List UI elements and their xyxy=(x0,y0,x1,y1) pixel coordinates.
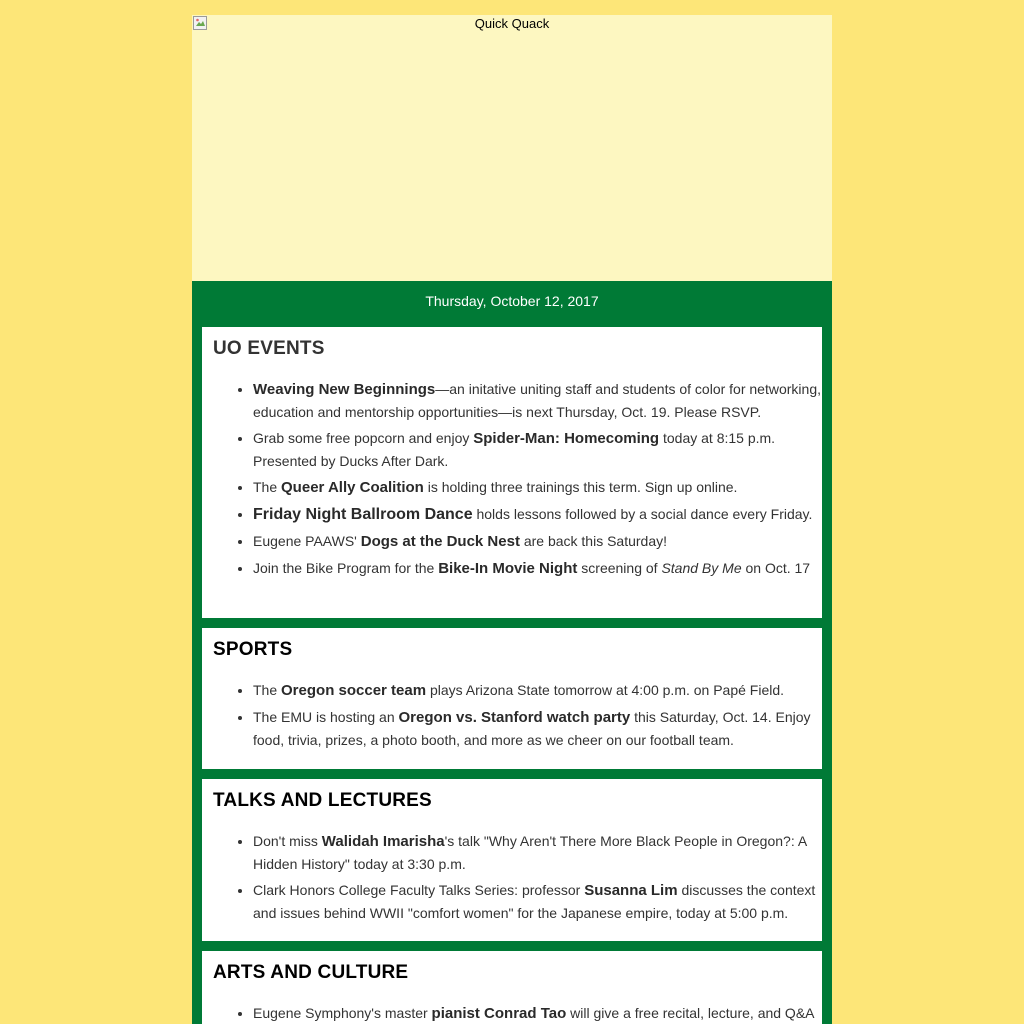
item-text: this Saturday, Oct. 14. Enjoy food, trivia, prizes, a photo booth, and more as we cheer on our football team. xyxy=(253,709,811,748)
event-link[interactable]: Oregon soccer team xyxy=(281,682,427,699)
section-title: UO EVENTS xyxy=(213,338,325,359)
list-item xyxy=(253,1002,822,1024)
content-frame xyxy=(192,281,832,1024)
section-title: ARTS AND CULTURE xyxy=(213,962,409,983)
issue-date: Thursday, October 12, 2017 xyxy=(425,293,599,309)
event-link[interactable]: Queer Ally Coalition xyxy=(281,479,424,496)
event-link[interactable]: Susanna Lim xyxy=(584,882,678,899)
event-link[interactable]: pianist Conrad Tao xyxy=(431,1005,567,1022)
item-text: The xyxy=(253,682,282,698)
item-text: discusses the context and issues behind WWII "comfort women" for the Japanese empire, today at 5:00 p.m. xyxy=(253,882,816,921)
item-text: Eugene PAAWS' xyxy=(253,533,361,549)
arts-list xyxy=(213,1002,822,1024)
section-arts-and-culture xyxy=(202,951,822,1024)
event-link[interactable]: Oregon vs. Stanford watch party xyxy=(398,709,631,726)
event-link[interactable]: Dogs at the Duck Nest xyxy=(360,533,520,550)
sports-list xyxy=(213,679,822,751)
movie-title: Stand By Me xyxy=(661,560,742,576)
event-link[interactable]: Walidah Imarisha xyxy=(321,833,445,850)
section-title: SPORTS xyxy=(213,639,293,660)
event-link[interactable]: Bike-In Movie Night xyxy=(438,560,578,577)
item-text: will give a free recital, lecture, and Q&A xyxy=(566,1005,815,1021)
list-item xyxy=(253,706,822,751)
item-text: on Oct. 17 xyxy=(741,560,811,576)
list-item xyxy=(253,530,822,553)
section-talks-and-lectures xyxy=(202,779,822,941)
item-text: 's talk "Why Aren't There More Black People in Oregon?: A Hidden History" today at 3:30 p.m. xyxy=(253,833,807,872)
talks-list xyxy=(213,830,822,924)
item-text: Clark Honors College Faculty Talks Series: professor xyxy=(253,882,585,898)
item-text: are back this Saturday! xyxy=(519,533,668,549)
item-text: is holding three trainings this term. Sign up online. xyxy=(423,479,738,495)
list-item xyxy=(253,378,822,423)
item-text: Don't miss xyxy=(253,833,322,849)
event-link[interactable]: Friday Night Ballroom Dance xyxy=(253,506,473,523)
event-link[interactable]: Spider-Man: Homecoming xyxy=(473,430,660,447)
item-text: Grab some free popcorn and enjoy xyxy=(253,430,474,446)
item-text: holds lessons followed by a social dance every Friday. xyxy=(472,506,813,522)
list-item xyxy=(253,503,822,526)
item-text: The EMU is hosting an xyxy=(253,709,399,725)
item-text: today at 8:15 p.m. Presented by Ducks After Dark. xyxy=(253,430,776,469)
list-item xyxy=(253,427,822,472)
item-text: —an initative uniting staff and students of color for networking, education and mentorship opportunities—is next Thursday, Oct. 19. Please RSVP. xyxy=(253,381,821,420)
section-sports xyxy=(202,628,822,769)
list-item xyxy=(253,557,822,580)
item-text: plays Arizona State tomorrow at 4:00 p.m. on Papé Field. xyxy=(426,682,785,698)
section-uo-events xyxy=(202,327,822,618)
item-text: The xyxy=(253,479,282,495)
newsletter-email xyxy=(192,15,832,1024)
list-item xyxy=(253,830,822,875)
banner-alt-text: Quick Quack xyxy=(474,16,550,31)
list-item xyxy=(253,879,822,924)
item-text: screening of xyxy=(577,560,662,576)
list-item xyxy=(253,679,822,702)
event-link[interactable]: Weaving New Beginnings xyxy=(253,381,436,398)
item-text: Eugene Symphony's master xyxy=(253,1005,432,1021)
item-text: Join the Bike Program for the xyxy=(253,560,439,576)
events-list xyxy=(213,378,822,580)
list-item xyxy=(253,476,822,499)
section-title: TALKS AND LECTURES xyxy=(213,790,432,811)
banner-image xyxy=(192,15,832,281)
